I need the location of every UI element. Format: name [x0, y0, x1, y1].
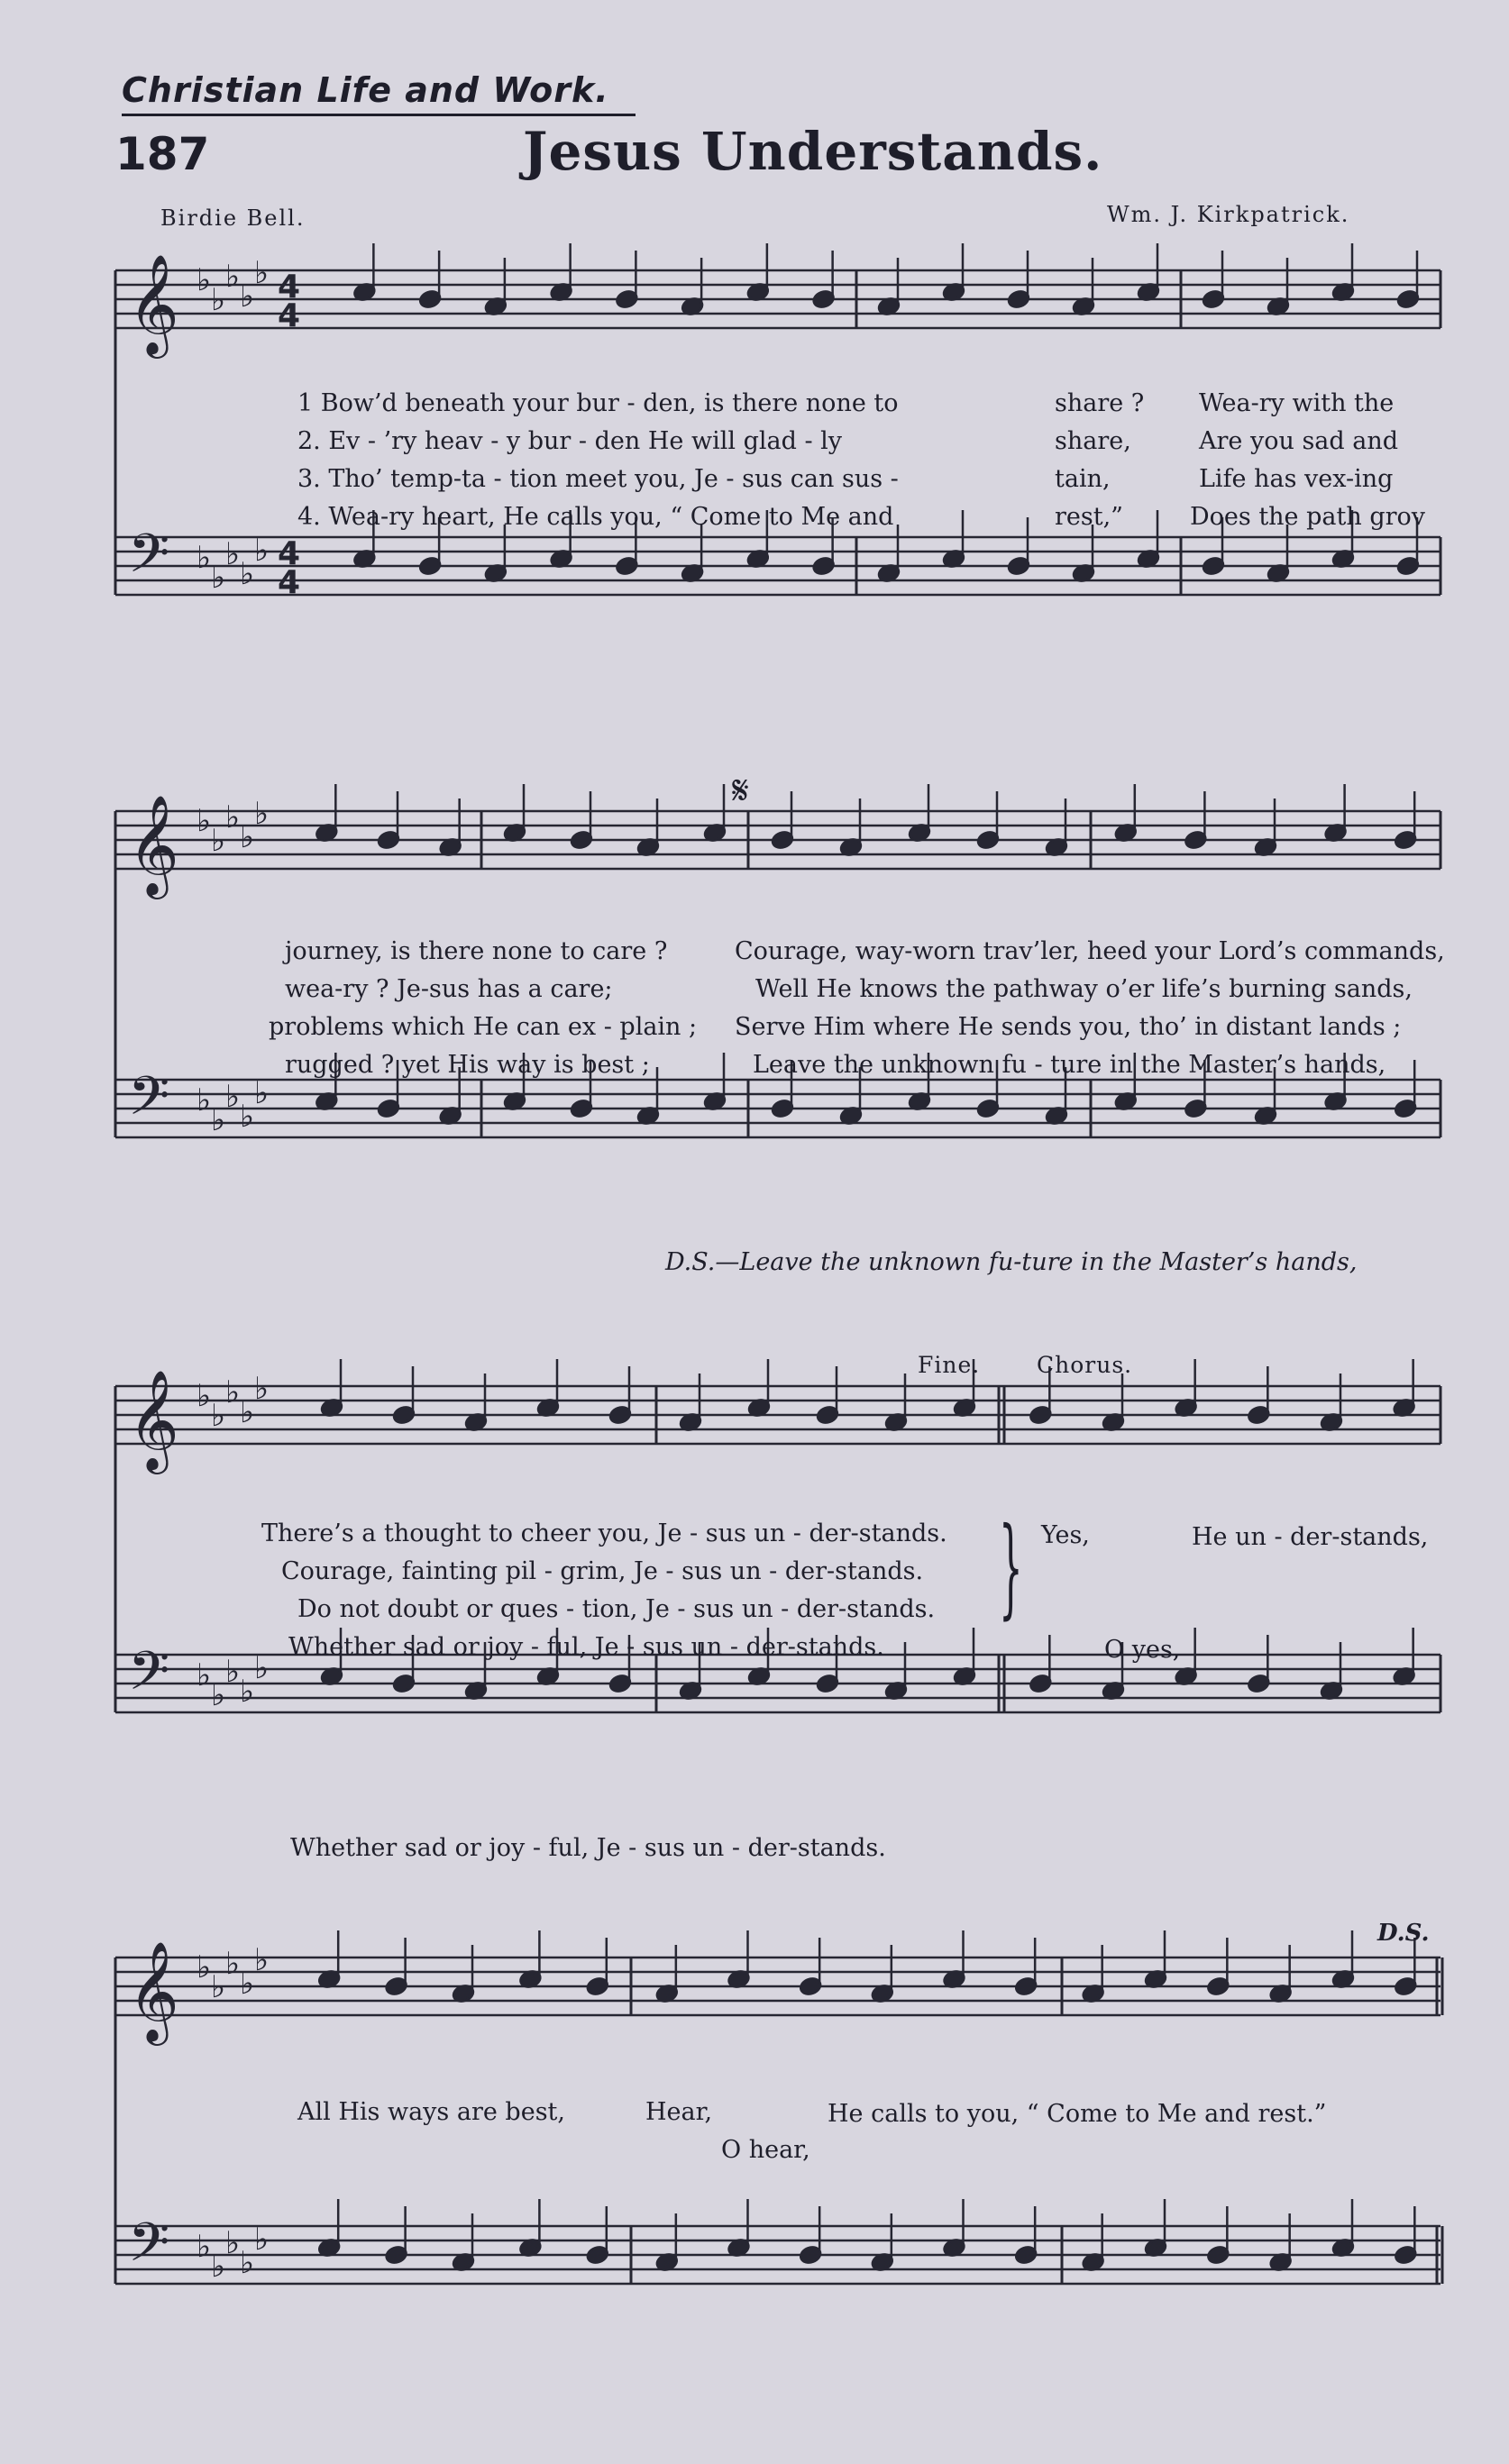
- s2-verse-4-a: rugged ? yet His way is best ;: [285, 1051, 650, 1079]
- fine-marking: Fine.: [918, 1352, 981, 1378]
- verse-2-line-c: Are you sad and: [1199, 427, 1399, 455]
- flat-icon: ♭: [240, 819, 255, 855]
- bass-clef-icon: 𝄢: [128, 522, 170, 598]
- time-signature: 4: [278, 564, 301, 601]
- flat-icon: ♭: [225, 536, 241, 572]
- s3-bass-lyric: Whether sad or joy - ful, Je - sus un - der-stands.: [290, 1834, 886, 1862]
- s4-lyric-b: Hear,: [645, 2098, 713, 2126]
- ds-marking: D.S.: [1377, 1920, 1430, 1947]
- flat-icon: ♭: [225, 259, 241, 295]
- flat-icon: ♭: [225, 1946, 241, 1982]
- lyricist-credit: Birdie Bell.: [160, 205, 306, 231]
- flat-icon: ♭: [211, 282, 226, 318]
- flat-icon: ♭: [211, 1969, 226, 2005]
- composer-credit: Wm. J. Kirkpatrick.: [1107, 202, 1350, 227]
- s2-verse-1-b: Courage, way-worn trav’ler, heed your Lord’s commands,: [735, 937, 1445, 965]
- s2-verse-3-a: problems which He can ex - plain ;: [269, 1013, 698, 1041]
- flat-icon: ♭: [197, 262, 212, 298]
- flat-icon: ♭: [225, 2225, 241, 2261]
- flat-icon: ♭: [197, 1949, 212, 1985]
- verse-2-line-a: 2. Ev - ’ry heav - y bur - den He will glad - ly: [297, 427, 843, 455]
- treble-clef-icon: 𝄞: [128, 253, 179, 354]
- time-signature: 4: [278, 269, 301, 306]
- flat-icon: ♭: [197, 803, 212, 839]
- treble-clef-icon: 𝄞: [128, 1369, 179, 1470]
- flat-icon: ♭: [254, 1942, 270, 1978]
- s4-lyric-a: All His ways are best,: [297, 2098, 565, 2126]
- flat-icon: ♭: [211, 823, 226, 859]
- s2-verse-2-b: Well He knows the pathway o’er life’s burning sands,: [755, 975, 1413, 1003]
- flat-icon: ♭: [225, 1374, 241, 1410]
- flat-icon: ♭: [240, 556, 255, 592]
- flat-icon: ♭: [254, 533, 270, 569]
- flat-icon: ♭: [254, 2222, 270, 2258]
- flat-icon: ♭: [254, 1371, 270, 1407]
- flat-icon: ♭: [197, 1378, 212, 1414]
- flat-icon: ♭: [240, 2245, 255, 2281]
- flat-icon: ♭: [225, 799, 241, 835]
- flat-icon: ♭: [225, 1654, 241, 1690]
- verse-brace: }: [999, 1505, 1023, 1630]
- verse-4-line-c: Does the path grov: [1190, 503, 1426, 531]
- treble-clef-icon: 𝄞: [128, 794, 179, 895]
- verse-4-line-a: 4. Wea-ry heart, He calls you, “ Come to Me and: [297, 503, 894, 531]
- s3-verse-1: There’s a thought to cheer you, Je - sus un - der-stands.: [261, 1519, 947, 1547]
- flat-icon: ♭: [197, 1657, 212, 1693]
- flat-icon: ♭: [211, 1102, 226, 1138]
- verse-2-line-b: share,: [1055, 427, 1131, 455]
- verse-3-line-c: Life has vex-ing: [1199, 465, 1394, 493]
- flat-icon: ♭: [254, 1075, 270, 1111]
- flat-icon: ♭: [211, 1677, 226, 1713]
- flat-icon: ♭: [211, 2249, 226, 2285]
- hymn-title: Jesus Understands.: [523, 121, 1103, 182]
- flat-icon: ♭: [197, 1082, 212, 1118]
- s3-verse-4: Whether sad or joy - ful, Je - sus un - der-stands.: [288, 1633, 884, 1661]
- treble-clef-icon: 𝄞: [128, 1940, 179, 2041]
- hymn-number: 187: [115, 128, 210, 180]
- verse-3-line-b: tain,: [1055, 465, 1111, 493]
- s2-verse-4-b: Leave the unknown fu - ture in the Master’s hands,: [753, 1051, 1386, 1079]
- chorus-lyric-a: Yes,: [1041, 1521, 1090, 1549]
- flat-icon: ♭: [211, 1398, 226, 1434]
- s4-alto-lyric: O hear,: [721, 2136, 810, 2164]
- s3-verse-3: Do not doubt or ques - tion, Je - sus un - der-stands.: [297, 1595, 936, 1623]
- flat-icon: ♭: [240, 1099, 255, 1135]
- section-heading: Christian Life and Work.: [122, 70, 609, 110]
- flat-icon: ♭: [240, 1966, 255, 2002]
- flat-icon: ♭: [254, 796, 270, 832]
- ds-return-line: D.S.—Leave the unknown fu-ture in the Master’s hands,: [665, 1248, 1358, 1276]
- verse-1-line-b: share ?: [1055, 389, 1145, 417]
- bass-clef-icon: 𝄢: [128, 1639, 170, 1715]
- flat-icon: ♭: [254, 255, 270, 291]
- s3-verse-2: Courage, fainting pil - grim, Je - sus un - der-stands.: [281, 1557, 924, 1585]
- s2-verse-3-b: Serve Him where He sends you, tho’ in distant lands ;: [735, 1013, 1402, 1041]
- s4-lyric-c: He calls to you, “ Come to Me and rest.”: [828, 2100, 1327, 2128]
- chorus-marking: Chorus.: [1037, 1352, 1133, 1378]
- bass-clef-icon: 𝄢: [128, 2211, 170, 2286]
- time-signature: 4: [278, 535, 301, 572]
- verse-1-line-c: Wea-ry with the: [1199, 389, 1395, 417]
- s2-verse-2-a: wea-ry ? Je-sus has a care;: [285, 975, 613, 1003]
- flat-icon: ♭: [240, 1674, 255, 1710]
- flat-icon: ♭: [197, 2229, 212, 2265]
- flat-icon: ♭: [254, 1650, 270, 1686]
- bass-clef-icon: 𝄢: [128, 1064, 170, 1140]
- flat-icon: ♭: [197, 540, 212, 576]
- verse-4-line-b: rest,”: [1055, 503, 1123, 531]
- flat-icon: ♭: [240, 1394, 255, 1430]
- s2-verse-1-a: journey, is there none to care ?: [285, 937, 668, 965]
- chorus-lyric-b: He un - der-stands,: [1192, 1523, 1429, 1551]
- flat-icon: ♭: [211, 560, 226, 596]
- flat-icon: ♭: [225, 1079, 241, 1115]
- verse-3-line-a: 3. Tho’ temp-ta - tion meet you, Je - sus can sus -: [297, 465, 899, 493]
- chorus-alto-lyric: O yes,: [1104, 1636, 1181, 1664]
- time-signature: 4: [278, 297, 301, 334]
- verse-1-line-a: 1 Bow’d beneath your bur - den, is there none to: [297, 389, 899, 417]
- flat-icon: ♭: [240, 278, 255, 315]
- segno-sign: 𝄋: [732, 768, 749, 814]
